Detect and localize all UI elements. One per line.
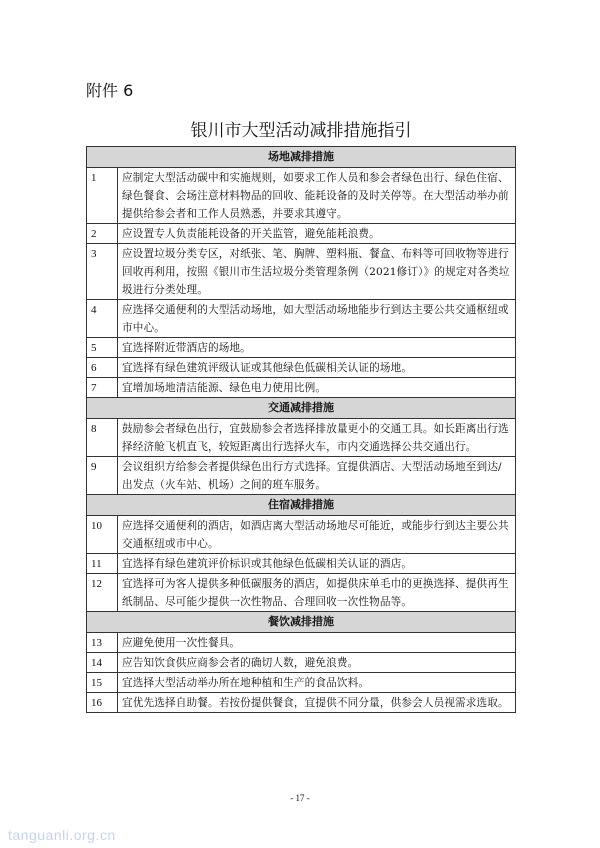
item-number: 13	[87, 633, 118, 653]
item-number: 7	[87, 378, 118, 398]
table-row	[87, 224, 516, 244]
page-number: - 17 -	[290, 793, 310, 803]
item-number: 14	[87, 653, 118, 673]
item-text: 应制定大型活动碳中和实施规则，如要求工作人员和参会者绿色出行、绿色住宿、绿色餐食、会场注意材料物品的回收、能耗设备的及时关停等。在大型活动举办前提供给参会者和工作人员熟悉，并要求其遵守。	[118, 168, 516, 224]
item-text: 宜选择附近带酒店的场地。	[118, 338, 516, 358]
table-row	[87, 358, 516, 378]
item-text: 宜选择大型活动举办所在地种植和生产的食品饮料。	[118, 673, 516, 693]
item-number: 9	[87, 457, 118, 495]
item-number: 12	[87, 574, 118, 612]
table-row	[87, 554, 516, 574]
table-row	[87, 633, 516, 653]
watermark: tanguanli.org.cn	[8, 827, 116, 843]
section-header-row	[87, 495, 516, 516]
item-text: 鼓励参会者绿色出行，宜鼓励参会者选择排放量更小的交通工具。如长距离出行选择经济舱飞机直飞，较短距离出行选择火车，市内交通选择公共交通出行。	[118, 419, 516, 457]
section-heading: 餐饮减排措施	[87, 612, 516, 633]
item-number: 2	[87, 224, 118, 244]
item-number: 11	[87, 554, 118, 574]
section-heading: 住宿减排措施	[87, 495, 516, 516]
item-text: 宜选择有绿色建筑评价标识或其他绿色低碳相关认证的酒店。	[118, 554, 516, 574]
table-row	[87, 574, 516, 612]
table-row	[87, 653, 516, 673]
item-number: 10	[87, 516, 118, 554]
table-row	[87, 338, 516, 358]
item-text: 应选择交通便利的酒店，如酒店离大型活动场地尽可能近，或能步行到达主要公共交通枢纽或市中心。	[118, 516, 516, 554]
item-text: 宜选择可为客人提供多种低碳服务的酒店，如提供床单毛巾的更换选择、提供再生纸制品、尽可能少提供一次性物品、合理回收一次性物品等。	[118, 574, 516, 612]
section-heading: 交通减排措施	[87, 398, 516, 419]
attachment-label: 附件 6	[86, 81, 134, 100]
table-row	[87, 300, 516, 338]
table-row	[87, 516, 516, 554]
table-row	[87, 168, 516, 224]
measures-table	[86, 146, 516, 713]
table-row	[87, 244, 516, 300]
item-number: 16	[87, 693, 118, 713]
item-number: 15	[87, 673, 118, 693]
section-heading: 场地减排措施	[87, 147, 516, 168]
item-number: 4	[87, 300, 118, 338]
table-row	[87, 378, 516, 398]
item-text: 宜选择有绿色建筑评级认证或其他绿色低碳相关认证的场地。	[118, 358, 516, 378]
item-text: 应设置专人负责能耗设备的开关监管，避免能耗浪费。	[118, 224, 516, 244]
document-title: 银川市大型活动减排措施指引	[190, 121, 412, 141]
section-header-row	[87, 612, 516, 633]
item-text: 应设置垃圾分类专区，对纸张、笔、胸牌、塑料瓶、餐盒、布料等可回收物等进行回收再利用，按照《银川市生活垃圾分类管理条例（2021修订）》的规定对各类垃圾进行分类处理。	[118, 244, 516, 300]
item-number: 3	[87, 244, 118, 300]
item-text: 宜增加场地清洁能源、绿色电力使用比例。	[118, 378, 516, 398]
item-text: 应告知饮食供应商参会者的确切人数，避免浪费。	[118, 653, 516, 673]
item-text: 会议组织方给参会者提供绿色出行方式选择。宜提供酒店、大型活动场地至到达/出发点（火车站、机场）之间的班车服务。	[118, 457, 516, 495]
item-number: 1	[87, 168, 118, 224]
section-header-row	[87, 398, 516, 419]
table-row	[87, 419, 516, 457]
item-text: 应选择交通便利的大型活动场地，如大型活动场地能步行到达主要公共交通枢纽或市中心。	[118, 300, 516, 338]
table-row	[87, 693, 516, 713]
item-number: 8	[87, 419, 118, 457]
table-row	[87, 673, 516, 693]
item-text: 宜优先选择自助餐。若按份提供餐食，宜提供不同分量，供参会人员视需求选取。	[118, 693, 516, 713]
item-number: 6	[87, 358, 118, 378]
item-text: 应避免使用一次性餐具。	[118, 633, 516, 653]
item-number: 5	[87, 338, 118, 358]
table-row	[87, 457, 516, 495]
section-header-row	[87, 147, 516, 168]
